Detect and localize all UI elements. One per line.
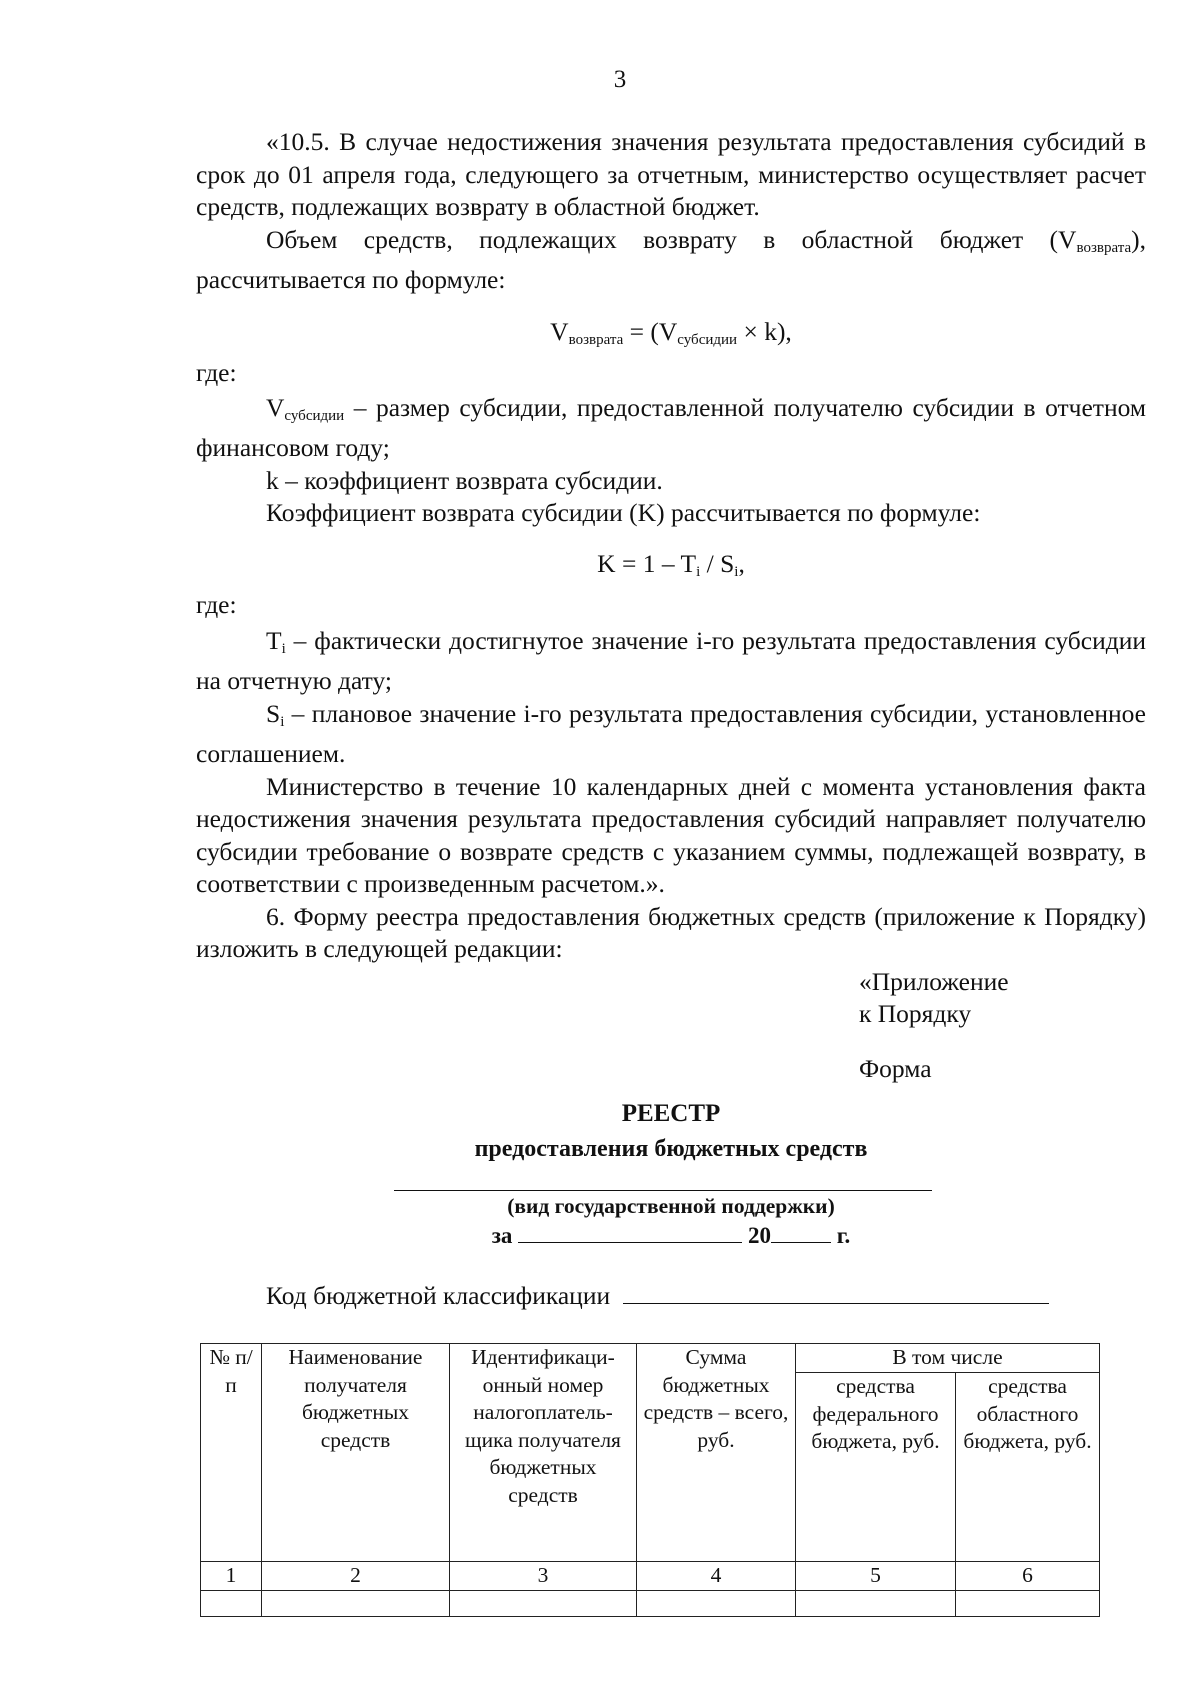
volume-text-end: ), [1131,224,1146,254]
year-blank[interactable] [771,1220,831,1243]
definition-k: k – коэффициент возврата субсидии. [266,465,663,495]
formula1-mid: = (V [623,316,678,346]
def-v-letter: V [266,392,285,422]
formula1-end: × k), [737,316,792,346]
paragraph-10-5: «10.5. В случае недостижения значения результата предоставления субсидий в срок до 01 апреля года, следующего за отчетным, министерство осуществляет расчет средств, подлежащих возврату в областной бюджет. [196,127,1146,221]
table-number-row [201,1562,1100,1591]
definition-s [196,698,1146,771]
kbk-line [266,1281,1049,1311]
empty-cell[interactable] [201,1591,262,1617]
formula2-a: K = 1 – T [597,548,697,578]
formula2-c: , [738,548,745,578]
formula1-v: V [550,316,569,346]
def-v-text: – размер субсидии, предоставленной получателю субсидии в отчетном финансовом году; [196,392,1146,462]
formula2-sub-i1: i [696,563,701,580]
volume-text: Объем средств, подлежащих возврату в областной бюджет (V [266,224,1077,254]
header-including: В том числе [796,1344,1100,1373]
appendix-line-1: «Приложение [859,966,1009,996]
gde-label-1: где: [196,358,237,387]
page-number: 3 [613,66,627,93]
support-type-label: (вид государственной поддержки) [507,1194,835,1218]
formula2-sub-i2: i [734,563,739,580]
def-v-subscript: субсидии [284,407,345,424]
def-t-letter: T [266,625,282,655]
formula-coefficient [196,548,1146,589]
coefficient-text: Коэффициент возврата субсидии (K) рассчитывается по формуле: [266,498,981,527]
header-regional-budget: средства областного бюджета, руб. [956,1373,1100,1562]
kbk-blank[interactable] [623,1281,1049,1304]
period-year: 20 [747,1223,771,1248]
gde-label-2: где: [196,590,237,619]
table-header-row-1 [201,1344,1100,1373]
formula1-sub-subsidii: субсидии [677,331,738,348]
paragraph-volume [196,224,1146,265]
empty-cell[interactable] [637,1591,796,1617]
header-federal-budget: средства федерального бюджета, руб. [796,1373,956,1562]
header-number: № п/п [201,1344,262,1562]
col-number-3: 3 [450,1562,637,1591]
appendix-form: Форма [859,1053,932,1083]
header-total-sum: Сумма бюджетных средств – всего, руб. [637,1344,796,1562]
def-s-text: – плановое значение i-го результата предоставления субсидии, установленное соглашением. [196,698,1146,768]
empty-cell[interactable] [262,1591,450,1617]
header-recipient-name: Наименование получателя бюджетных средств [262,1344,450,1562]
formula1-sub-vozvrata: возврата [568,331,624,348]
definition-t [196,625,1146,698]
kbk-label: Код бюджетной классификации [266,1281,611,1310]
ministry-paragraph: Министерство в течение 10 календарных дней с момента установления факта недостижения значения результата предоставления субсидий направляет получателю субсидии требование о возврате средств с указанием суммы, подлежащей возврату, в соответствии с произведенным расчетом.». [196,771,1146,898]
volume-subscript: возврата [1076,239,1132,256]
col-number-1: 1 [201,1562,262,1591]
col-number-5: 5 [796,1562,956,1591]
def-s-letter: S [266,698,281,728]
item-6-paragraph: 6. Форму реестра предоставления бюджетных средств (приложение к Порядку) изложить в следующей редакции: [196,901,1146,963]
paragraph-volume-2: рассчитывается по формуле: [196,265,506,294]
table-empty-row [201,1591,1100,1617]
empty-cell[interactable] [450,1591,637,1617]
appendix-line-2: к Порядку [859,999,972,1028]
period-g: г. [836,1223,851,1248]
period-line [196,1220,1146,1251]
formula-return-volume [196,316,1146,357]
definition-v-subsidii [196,392,1146,465]
col-number-6: 6 [956,1562,1100,1591]
formula2-b: / S [700,548,735,578]
empty-cell[interactable] [956,1591,1100,1617]
support-type-line [394,1190,932,1191]
registry-table [200,1343,1100,1617]
def-s-subscript: i [280,713,285,730]
def-t-text: – фактически достигнутое значение i-го результата предоставления субсидии на отчетную дату; [196,625,1146,695]
col-number-4: 4 [637,1562,796,1591]
col-number-2: 2 [262,1562,450,1591]
document-body [196,126,1146,1085]
registry-subtitle: предоставления бюджетных средств [474,1136,868,1162]
period-blank[interactable] [518,1220,742,1243]
period-za: за [491,1223,513,1248]
registry-title: РЕЕСТР [621,1100,721,1127]
empty-cell[interactable] [796,1591,956,1617]
def-t-subscript: i [281,640,286,657]
header-inn: Идентификаци-онный номер налогоплатель-щика получателя бюджетных средств [450,1344,637,1562]
